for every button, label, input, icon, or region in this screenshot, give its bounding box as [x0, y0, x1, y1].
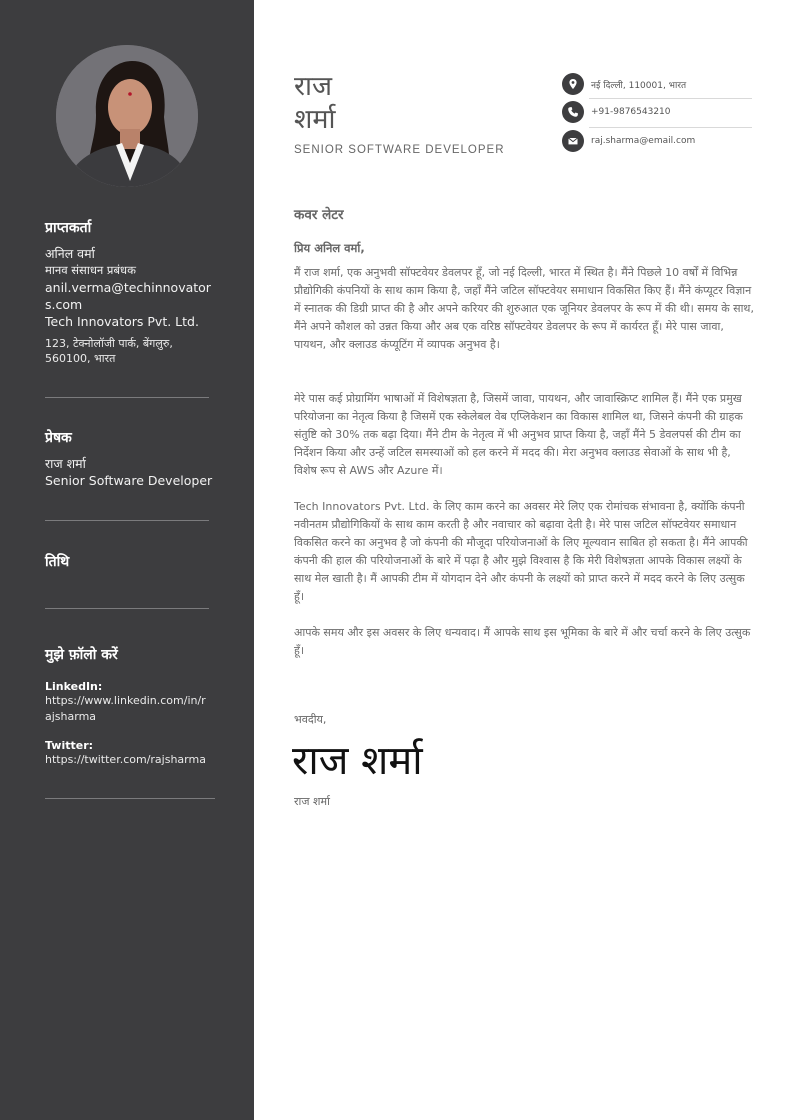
- closing: भवदीय,: [294, 713, 327, 726]
- contact-phone: [562, 101, 752, 123]
- sender-title: Senior Software Developer: [45, 473, 213, 488]
- profile-photo: [56, 45, 198, 187]
- sidebar-divider: [45, 520, 209, 521]
- signature: राज शर्मा: [292, 738, 423, 784]
- applicant-role: SENIOR SOFTWARE DEVELOPER: [294, 144, 505, 156]
- name-first: राज: [294, 71, 333, 102]
- recipient-section: [45, 218, 215, 366]
- email-text: raj.sharma@email.com: [591, 136, 696, 146]
- name-last: शर्मा: [294, 104, 336, 135]
- sidebar-divider: [45, 798, 215, 799]
- letter-paragraph: आपके समय और इस अवसर के लिए धन्यवाद। मैं आपके साथ इस भूमिका के बारे में और चर्चा करने के लिए उत्सुक हूँ।: [294, 626, 751, 657]
- sidebar-divider: [45, 608, 209, 609]
- twitter-label: Twitter:: [45, 739, 94, 752]
- sender-section: [45, 428, 215, 489]
- phone-text: +91-9876543210: [591, 107, 671, 117]
- contact-divider: [589, 127, 752, 128]
- signature-name: राज शर्मा: [294, 795, 330, 808]
- avatar-illustration: [56, 45, 198, 187]
- letter-paragraph: मैं राज शर्मा, एक अनुभवी सॉफ्टवेयर डेवलपर हूँ, जो नई दिल्ली, भारत में स्थित है। मैंने पिछले 10 वर्षों में विभिन्न प्रौद्योगिकी कंपनियों के साथ काम किया है, जहाँ मैंने जटिल सॉफ्टवेयर समाधान विकसित किए हैं। मैंने कंप्यूटर विज्ञान में स्नातक की डिग्री प्राप्त की है और अपने करियर की शुरुआत एक जूनियर डेवलपर के रूप में की थी। समय के साथ, मैंने अपने कौशल को उन्नत किया और अब एक वरिष्ठ सॉफ्टवेयर डेवलपर के रूप में कार्यरत हूँ। मेरे पास जावा, पायथन, और क्लाउड कंप्यूटिंग में व्यापक अनुभव है।: [294, 266, 754, 351]
- contact-email: [562, 130, 752, 152]
- address-text: नई दिल्ली, 110001, भारत: [591, 80, 687, 91]
- sidebar-divider: [45, 397, 209, 398]
- contact-address: [562, 73, 752, 95]
- location-pin-icon: [562, 73, 584, 95]
- sender-heading: प्रेषक: [45, 430, 72, 446]
- recipient-heading: प्राप्तकर्ता: [45, 220, 92, 236]
- envelope-icon: [562, 130, 584, 152]
- contact-divider: [589, 98, 752, 99]
- date-heading: तिथि: [45, 554, 70, 570]
- recipient-address: 123, टेक्नोलॉजी पार्क, बेंगलुरु, 560100, भारत: [45, 337, 173, 365]
- linkedin-link[interactable]: https://www.linkedin.com/in/rajsharma: [45, 694, 206, 723]
- date-section: [45, 552, 215, 579]
- phone-icon: [562, 101, 584, 123]
- salutation: प्रिय अनिल वर्मा,: [294, 241, 365, 255]
- recipient-email: anil.verma@techinnovators.com: [45, 280, 211, 312]
- twitter-link[interactable]: https://twitter.com/rajsharma: [45, 753, 206, 766]
- sender-name: राज शर्मा: [45, 456, 86, 471]
- recipient-name: अनिल वर्मा: [45, 246, 95, 261]
- recipient-title: मानव संसाधन प्रबंधक: [45, 263, 136, 277]
- letter-title: कवर लेटर: [294, 207, 344, 223]
- letter-paragraph: Tech Innovators Pvt. Ltd. के लिए काम करने का अवसर मेरे लिए एक रोमांचक संभावना है, क्योंकि कंपनी नवीनतम प्रौद्योगिकियों के साथ काम करती है और नवाचार को बढ़ावा देती है। मेरे पास जटिल सॉफ्टवेयर समाधान विकसित करने का अनुभव है जो कंपनी की मौजूदा परियोजनाओं के लिए मूल्यवान साबित हो सकता है। मैंने आपकी कंपनी की हाल की परियोजनाओं के बारे में पढ़ा है और मुझे विश्वास है कि मेरी विशेषज्ञता आपके विकास लक्ष्यों के साथ मेल खाती है। मैं आपकी टीम में योगदान देने और कंपनी के लक्ष्यों को प्राप्त करने में मदद करने के लिए उत्सुक हूँ।: [294, 500, 748, 603]
- follow-heading: मुझे फ़ॉलो करें: [45, 647, 118, 663]
- linkedin-label: LinkedIn:: [45, 680, 103, 693]
- sidebar: [0, 0, 254, 1120]
- applicant-name: [294, 70, 336, 136]
- follow-section: [45, 645, 215, 768]
- letter-paragraph: मेरे पास कई प्रोग्रामिंग भाषाओं में विशेषज्ञता है, जिसमें जावा, पायथन, और जावास्क्रिप्ट शामिल हैं। मैंने एक प्रमुख परियोजना का नेतृत्व किया है जिसमें एक स्केलेबल वेब एप्लिकेशन का विकास शामिल था, जिसने कंपनी की ग्राहक संतुष्टि को 30% तक बढ़ा दिया। मैंने टीम के नेतृत्व में भी अनुभव प्राप्त किया है, जहाँ मैंने 5 डेवलपर्स की टीम का निर्देशन किया और उन्हें जटिल समस्याओं को हल करने में मदद की। मेरा अनुभव क्लाउड सेवाओं के साथ भी है, विशेष रूप से AWS और Azure में।: [294, 392, 743, 477]
- recipient-company: Tech Innovators Pvt. Ltd.: [45, 314, 199, 329]
